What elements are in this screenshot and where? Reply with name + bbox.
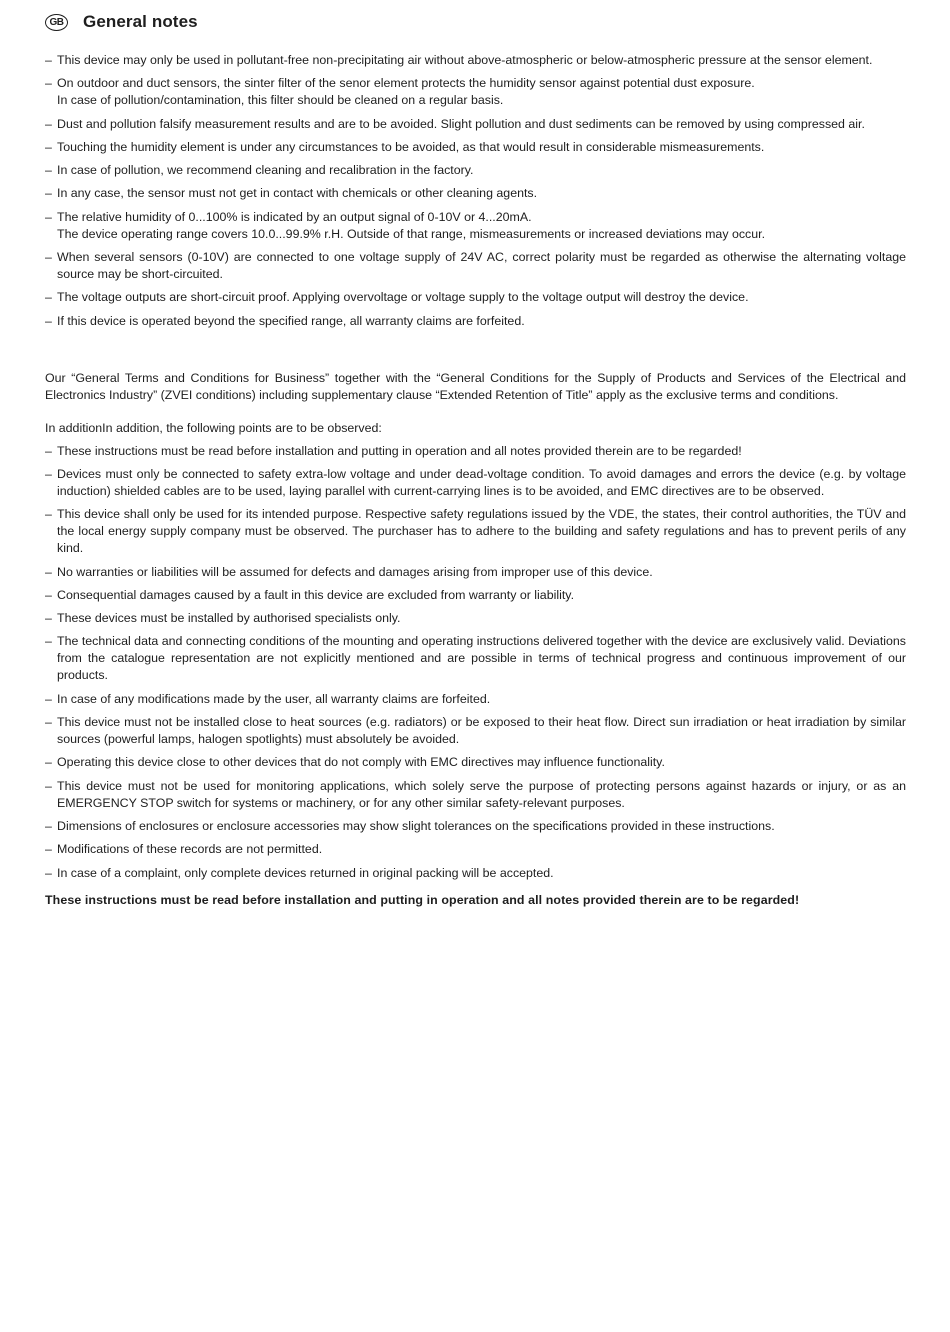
list-item: – These instructions must be read before installation and putting in operation and all notes provided therein are to be regarded! (45, 443, 906, 460)
list-item: – This device may only be used in pollutant-free non-precipitating air without above-atmospheric or below-atmospheric pressure at the sensor element. (45, 52, 906, 69)
list-item: – If this device is operated beyond the specified range, all warranty claims are forfeited. (45, 313, 906, 330)
language-badge: GB (45, 14, 68, 31)
observed-points-list (45, 443, 906, 882)
list-item: – This device shall only be used for its intended purpose. Respective safety regulations issued by the VDE, the states, their control authorities, the TÜV and the local energy supply company must be observed. The purchaser has to adhere to the building and safety regulations and has to prevent perils of any kind. (45, 506, 906, 557)
list-item: – In any case, the sensor must not get in contact with chemicals or other cleaning agents. (45, 185, 906, 202)
list-item: – Modifications of these records are not permitted. (45, 841, 906, 858)
list-item: – Consequential damages caused by a fault in this device are excluded from warranty or liability. (45, 587, 906, 604)
list-item: – In case of any modifications made by the user, all warranty claims are forfeited. (45, 691, 906, 708)
section-title: General notes (83, 12, 198, 31)
list-item: – Dust and pollution falsify measurement results and are to be avoided. Slight pollution and dust sediments can be removed by using compressed air. (45, 116, 906, 133)
list-item: – When several sensors (0-10V) are connected to one voltage supply of 24V AC, correct polarity must be regarded as otherwise the alternating voltage source may be short-circuited. (45, 249, 906, 283)
terms-paragraph: Our “General Terms and Conditions for Business” together with the “General Conditions for the Supply of Products and Services of the Electrical and Electronics Industry” (ZVEI conditions) including supplementary clause “Extended Retention of Title” apply as the exclusive terms and conditions. (45, 370, 906, 402)
list-item: – Touching the humidity element is under any circumstances to be avoided, as that would result in considerable mismeasurements. (45, 139, 906, 156)
list-item: – No warranties or liabilities will be assumed for defects and damages arising from improper use of this device. (45, 564, 906, 581)
list-item: – The relative humidity of 0...100% is indicated by an output signal of 0-10V or 4...20mA. The device operating range covers 10.0...99.9% r.H. Outside of that range, mismeasurements or increased deviations may occur. (45, 209, 906, 243)
section-header (45, 10, 906, 34)
list-item: – Dimensions of enclosures or enclosure accessories may show slight tolerances on the specifications provided in these instructions. (45, 818, 906, 835)
list-item: – On outdoor and duct sensors, the sinter filter of the senor element protects the humidity sensor against potential dust exposure. In case of pollution/contamination, this filter should be cleaned on a regular basis. (45, 75, 906, 109)
general-notes-list (45, 52, 906, 330)
document-page (45, 10, 906, 909)
list-item: – This device must not be installed close to heat sources (e.g. radiators) or be exposed to their heat flow. Direct sun irradiation or heat irradiation by similar sources (powerful lamps, halogen spotlights) must absolutely be avoided. (45, 714, 906, 748)
list-item: – The voltage outputs are short-circuit proof. Applying overvoltage or voltage supply to the voltage output will destroy the device. (45, 289, 906, 306)
addition-intro: In additionIn addition, the following points are to be observed: (45, 420, 382, 435)
list-item: – Devices must only be connected to safety extra-low voltage and under dead-voltage condition. To avoid damages and errors the device (e.g. by voltage induction) shielded cables are to be used, laying parallel with current-carrying lines is to be avoided, and EMC directives are to be observed. (45, 466, 906, 500)
list-item: – In case of pollution, we recommend cleaning and recalibration in the factory. (45, 162, 906, 179)
list-item: – This device must not be used for monitoring applications, which solely serve the purpose of protecting persons against hazards or injury, or as an EMERGENCY STOP switch for systems or machinery, or for any other similar safety-relevant purposes. (45, 778, 906, 812)
list-item: – Operating this device close to other devices that do not comply with EMC directives may influence functionality. (45, 754, 906, 771)
final-note: These instructions must be read before installation and putting in operation and all notes provided therein are to be regarded! (45, 892, 800, 907)
list-item: – The technical data and connecting conditions of the mounting and operating instructions delivered together with the device are exclusively valid. Deviations from the catalogue representation are not explicitly mentioned and are possible in terms of technical progress and continuous improvement of our products. (45, 633, 906, 684)
list-item: – In case of a complaint, only complete devices returned in original packing will be accepted. (45, 865, 906, 882)
list-item: – These devices must be installed by authorised specialists only. (45, 610, 906, 627)
